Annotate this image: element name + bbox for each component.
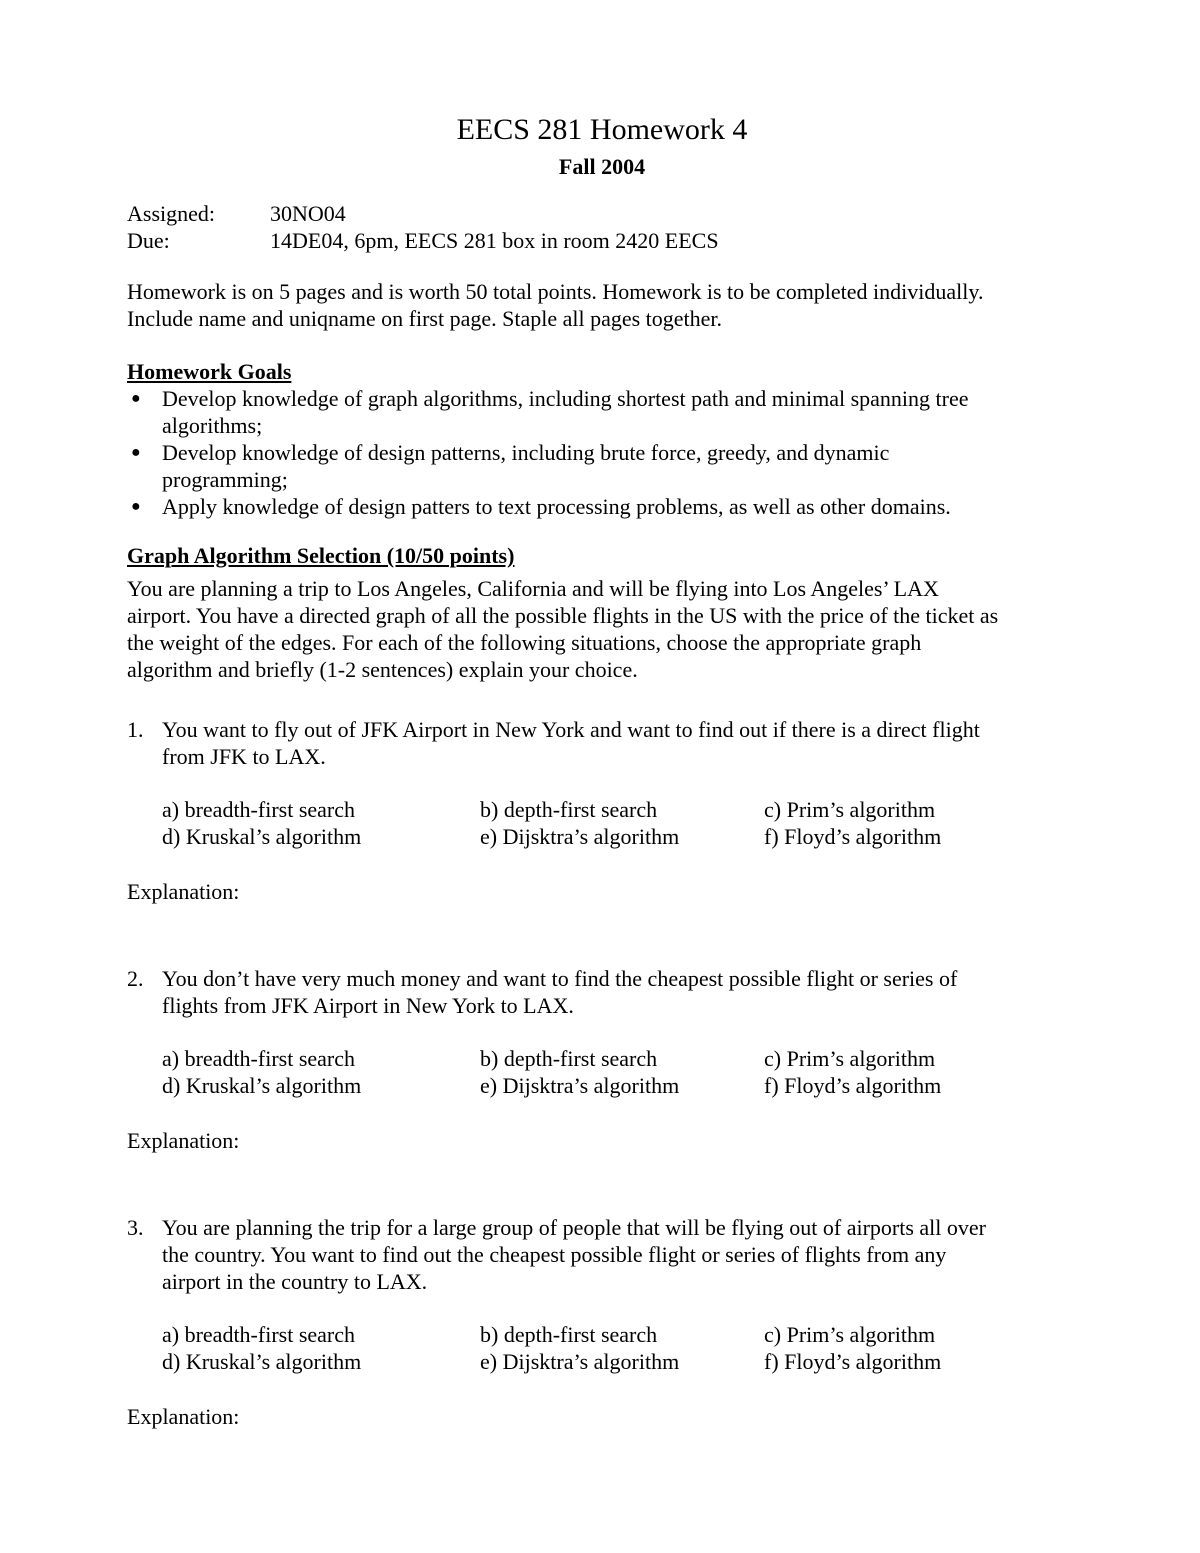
- option-c: c) Prim’s algorithm: [764, 797, 936, 822]
- question-3: [127, 1214, 1077, 1457]
- question-text: [127, 1214, 1077, 1295]
- list-item: [127, 385, 1077, 439]
- option-b: b) depth-first search: [480, 797, 658, 822]
- question-line: flights from JFK Airport in New York to LAX.: [162, 993, 574, 1018]
- question-1: [127, 716, 1077, 932]
- option-a: a) breadth-first search: [162, 797, 356, 822]
- goal-line: Develop knowledge of graph algorithms, including shortest path and minimal spanning tree: [162, 386, 969, 411]
- option-d: d) Kruskal’s algorithm: [162, 824, 362, 849]
- intro-line: Homework is on 5 pages and is worth 50 total points. Homework is to be completed individually.: [127, 279, 984, 304]
- answer-options: [127, 796, 1077, 850]
- option-c: c) Prim’s algorithm: [764, 1322, 936, 1347]
- question-number: 1.: [127, 717, 144, 742]
- explanation-label: Explanation:: [127, 1404, 240, 1429]
- option-f: f) Floyd’s algorithm: [764, 1073, 942, 1098]
- goal-line: Develop knowledge of design patterns, including brute force, greedy, and dynamic: [162, 440, 890, 465]
- meta-key: Due:: [127, 228, 170, 253]
- options-row: [162, 1072, 1077, 1099]
- question-text: [127, 965, 1077, 1019]
- goal-line: Apply knowledge of design patters to text processing problems, as well as other domains.: [162, 494, 951, 519]
- question-2: [127, 965, 1077, 1181]
- page-title: EECS 281 Homework 4: [456, 113, 748, 146]
- explanation-label: Explanation:: [127, 879, 240, 904]
- option-e: e) Dijsktra’s algorithm: [480, 1349, 680, 1374]
- goals-heading: Homework Goals: [127, 359, 292, 384]
- goal-line: programming;: [162, 467, 288, 492]
- bullet-icon: ●: [131, 498, 141, 515]
- option-b: b) depth-first search: [480, 1322, 658, 1347]
- options-row: [162, 823, 1077, 850]
- meta-due: [127, 227, 1077, 254]
- question-number: 2.: [127, 966, 144, 991]
- list-item: [127, 439, 1077, 493]
- bullet-icon: ●: [131, 444, 141, 461]
- option-d: d) Kruskal’s algorithm: [162, 1073, 362, 1098]
- intro-line: the weight of the edges. For each of the following situations, choose the appropriate graph: [127, 630, 922, 655]
- option-c: c) Prim’s algorithm: [764, 1046, 936, 1071]
- option-e: e) Dijsktra’s algorithm: [480, 1073, 680, 1098]
- options-row: [162, 796, 1077, 823]
- option-b: b) depth-first search: [480, 1046, 658, 1071]
- list-item: [127, 493, 1077, 520]
- options-row: [162, 1321, 1077, 1348]
- option-a: a) breadth-first search: [162, 1322, 356, 1347]
- question-line: You want to fly out of JFK Airport in New York and want to find out if there is a direct flight: [162, 717, 980, 742]
- option-f: f) Floyd’s algorithm: [764, 1349, 942, 1374]
- question-line: the country. You want to find out the cheapest possible flight or series of flights from any: [162, 1242, 947, 1267]
- answer-options: [127, 1321, 1077, 1375]
- goal-line: algorithms;: [162, 413, 263, 438]
- meta-assigned: [127, 200, 1077, 227]
- option-a: a) breadth-first search: [162, 1046, 356, 1071]
- options-row: [162, 1045, 1077, 1072]
- question-number: 3.: [127, 1215, 144, 1240]
- graph-section-intro: [127, 575, 1077, 683]
- options-row: [162, 1348, 1077, 1375]
- intro-line: Include name and uniqname on first page. Staple all pages together.: [127, 306, 723, 331]
- option-f: f) Floyd’s algorithm: [764, 824, 942, 849]
- graph-section-heading: Graph Algorithm Selection (10/50 points): [127, 543, 515, 568]
- answer-options: [127, 1045, 1077, 1099]
- question-line: airport in the country to LAX.: [162, 1269, 428, 1294]
- intro-line: You are planning a trip to Los Angeles, California and will be flying into Los Angeles’ LAX: [127, 576, 939, 601]
- intro-paragraph: [127, 278, 1077, 332]
- goals-list: [127, 385, 1077, 520]
- intro-line: algorithm and briefly (1-2 sentences) explain your choice.: [127, 657, 638, 682]
- document-page: [127, 112, 1077, 1457]
- question-line: You are planning the trip for a large group of people that will be flying out of airports all over: [162, 1215, 986, 1240]
- assignment-meta: [127, 200, 1077, 254]
- intro-line: airport. You have a directed graph of all the possible flights in the US with the price of the ticket as: [127, 603, 999, 628]
- meta-value: 30NO04: [270, 201, 346, 226]
- question-line: from JFK to LAX.: [162, 744, 326, 769]
- option-d: d) Kruskal’s algorithm: [162, 1349, 362, 1374]
- question-line: You don’t have very much money and want to find the cheapest possible flight or series of: [162, 966, 958, 991]
- meta-value: 14DE04, 6pm, EECS 281 box in room 2420 EECS: [270, 228, 719, 253]
- meta-key: Assigned:: [127, 201, 215, 226]
- bullet-icon: ●: [131, 390, 141, 407]
- question-text: [127, 716, 1077, 770]
- explanation-label: Explanation:: [127, 1128, 240, 1153]
- option-e: e) Dijsktra’s algorithm: [480, 824, 680, 849]
- page-subtitle: Fall 2004: [558, 154, 646, 179]
